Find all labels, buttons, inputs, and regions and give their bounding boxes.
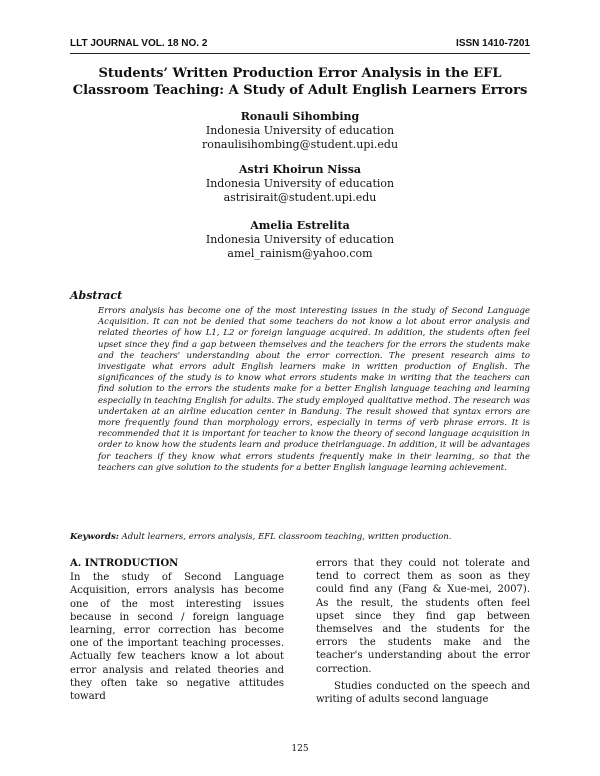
author-affiliation: Indonesia University of education [205, 177, 395, 190]
author-block-2 [100, 163, 500, 205]
section-heading: A. INTRODUCTION [70, 558, 179, 569]
header-rule [70, 53, 530, 54]
keywords-label: Keywords: [70, 532, 119, 542]
keywords [70, 532, 530, 542]
author-affiliation: Indonesia University of education [205, 233, 395, 246]
running-header [70, 38, 530, 52]
author-name: Ronauli Sihombing [240, 110, 360, 123]
author-affiliation: Indonesia University of education [205, 124, 395, 137]
keywords-text: Adult learners, errors analysis, EFL classroom teaching, written production. [121, 532, 452, 542]
author-name: Amelia Estrelita [250, 219, 350, 232]
paragraph: In the study of Second Language Acquisition, errors analysis has become one of the most interesting issues because in second / foreign language learning, error correction has become one of the important teaching processes. Actually few teachers know a lot about error analysis and related theories and they often take so negative attitudes toward [70, 572, 284, 703]
author-email: astrisirait@student.upi.edu [223, 191, 377, 204]
page-number: 125 [291, 744, 309, 754]
author-email: amel_rainism@yahoo.com [227, 247, 373, 260]
column-left [70, 557, 284, 703]
paragraph: Studies conducted on the speech and writing of adults second language [316, 680, 530, 706]
column-right [316, 557, 530, 706]
paragraph-continued: errors that they could not tolerate and tend to correct them as soon as they could find any (Fang & Xue-mei, 2007). As the result, the students often feel upset since they find gap between themselves and the students for the errors the students make and the teacher's understanding about the error correction. [316, 558, 530, 675]
journal-name: LLT JOURNAL VOL. 18 NO. 2 [70, 38, 208, 49]
issn: ISSN 1410-7201 [456, 38, 530, 49]
author-block-3 [100, 219, 500, 261]
paper-title: Students’ Written Production Error Analysis in the EFL Classroom Teaching: A Study of Adult English Learners Errors [72, 66, 528, 98]
abstract-text: Errors analysis has become one of the most interesting issues in the study of Second Language Acquisition. It can not be denied that some teachers do not know a lot about error analysis and related theories of how L1, L2 or foreign language acquired. In addition, the students often feel upset since they find a gap between themselves and the teachers for the errors the students make and the teachers' understanding about the error correction. The present research aims to investigate what errors adult English learners make in written production of English. The significances of the study is to know what errors students make in writing that the teachers can find solution to the errors the students make for a better English language teaching and learning especially in teaching English for adults. The study employed qualitative method. The research was undertaken at an airline education center in Bandung. The result showed that syntax errors are more frequently found than morphology errors, especially in terms of verb phrase errors. It is recommended that it is important for teacher to know the theory of second language acquisition in order to know how the students learn and produce theirlanguage. In addition, it will be advantages for teachers if they know what errors students frequently make in their learning, so that the teachers can give solution to the students for a better English language learning achievement. [98, 306, 530, 473]
author-name: Astri Khoirun Nissa [238, 163, 362, 176]
author-email: ronaulisihombing@student.upi.edu [201, 138, 399, 151]
author-block-1 [100, 110, 500, 152]
abstract-heading: Abstract [70, 289, 123, 302]
